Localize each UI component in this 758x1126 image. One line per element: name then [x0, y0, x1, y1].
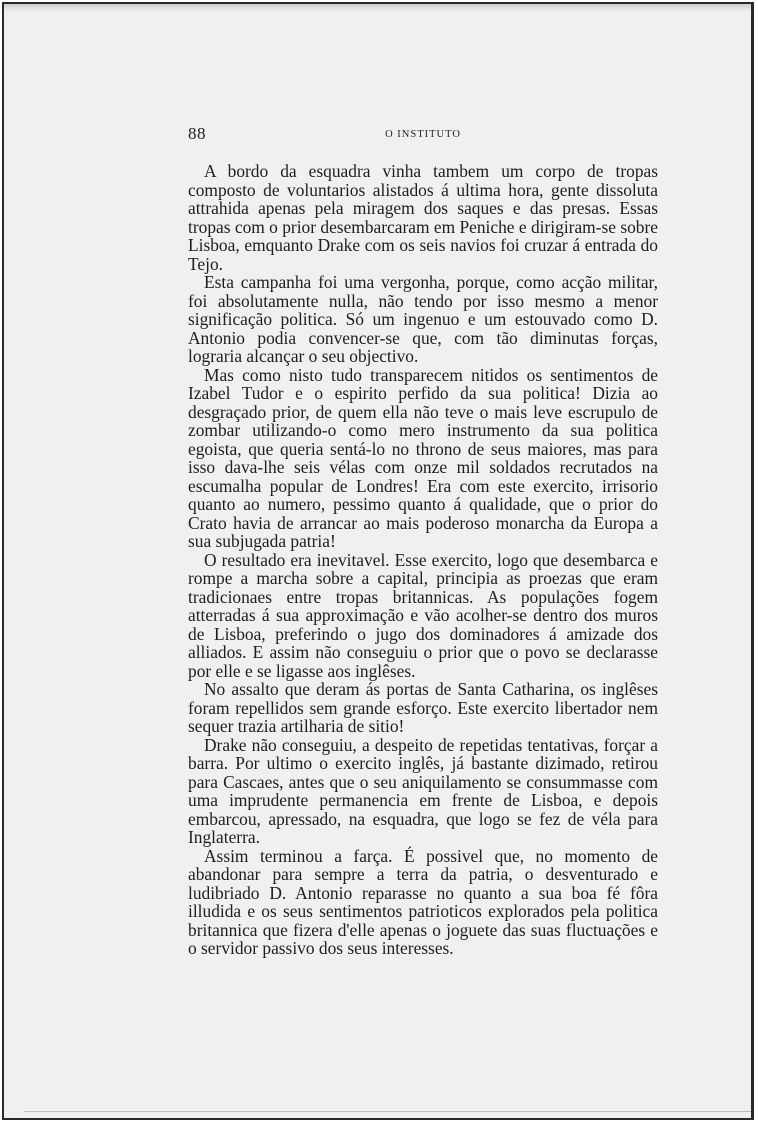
paragraph: Drake não conseguiu, a despeito de repetidas tentativas, forçar a barra. Por ultimo o exercito inglês, já bastante dizimado, retirou para Cascaes, antes que o seu aniquilamento se consummasse com uma imprudente permanencia em frente de Lisboa, e depois embarcou, apressado, na esquadra, que logo se fez de véla para Inglaterra.: [188, 734, 658, 847]
book-page: [2, 2, 754, 1120]
paragraph: Assim terminou a farça. É possivel que, no momento de abandonar para sempre a terra da patria, o desventurado e ludibriado D. Antonio reparasse no quanto a sua boa fé fôra illudida e os seus sentimentos patrioticos explorados pela politica britannica que fizera d'elle apenas o joguete das suas fluctuações e o servidor passivo dos seus interesses.: [188, 845, 658, 958]
running-head: O INSTITUTO: [385, 129, 461, 140]
paragraph: No assalto que deram ás portas de Santa Catharina, os inglêses foram repellidos sem grande esforço. Este exercito libertador nem sequer trazia artilharia de sitio!: [188, 679, 658, 736]
body-text: [188, 162, 658, 958]
paragraph: A bordo da esquadra vinha tambem um corpo de tropas composto de voluntarios alistados á ultima hora, gente dissoluta attrahida apenas pela miragem dos saques e das presas. Essas tropas com o prior desembarcaram em Peniche e dirigiram-se sobre Lisboa, emquanto Drake com os seis navios foi cruzar á entrada do Tejo.: [188, 161, 658, 274]
paragraph: O resultado era inevitavel. Esse exercito, logo que desembarca e rompe a marcha sobre a capital, principia as proezas que eram tradicionaes entre tropas britannicas. As populações fogem atterradas á sua approximação e vão acolher-se dentro dos muros de Lisboa, preferindo o jugo dos dominadores á amizade dos alliados. E assim não conseguiu o prior que o povo se declarasse por elle e se ligasse aos inglêses.: [188, 549, 658, 681]
scan-bottom-line: [24, 1111, 751, 1112]
paragraph: Esta campanha foi uma vergonha, porque, como acção militar, foi absolutamente nulla, não tendo por isso mesmo a menor significação politica. Só um ingenuo e um estouvado como D. Antonio podia convencer-se que, com tão diminutas forças, lograria alcançar o seu objectivo.: [188, 272, 658, 366]
page-header: [188, 124, 658, 148]
page-number: 88: [188, 124, 206, 143]
scan-top-shadow: [4, 4, 751, 12]
paragraph: Mas como nisto tudo transparecem nitidos os sentimentos de Izabel Tudor e o espirito perfido da sua politica! Dizia ao desgraçado prior, de quem ella não teve o mais leve escrupulo de zombar utilizando-o como mero instrumento da sua politica egoista, que queria sentá-lo no throno de seus maiores, mas para isso dava-lhe seis vélas com onze mil soldados recrutados na escumalha popular de Londres! Era com este exercito, irrisorio quanto ao numero, pessimo quanto á qualidade, que o prior do Crato havia de arrancar ao mais poderoso monarcha da Europa a sua subjugada patria!: [188, 364, 658, 551]
